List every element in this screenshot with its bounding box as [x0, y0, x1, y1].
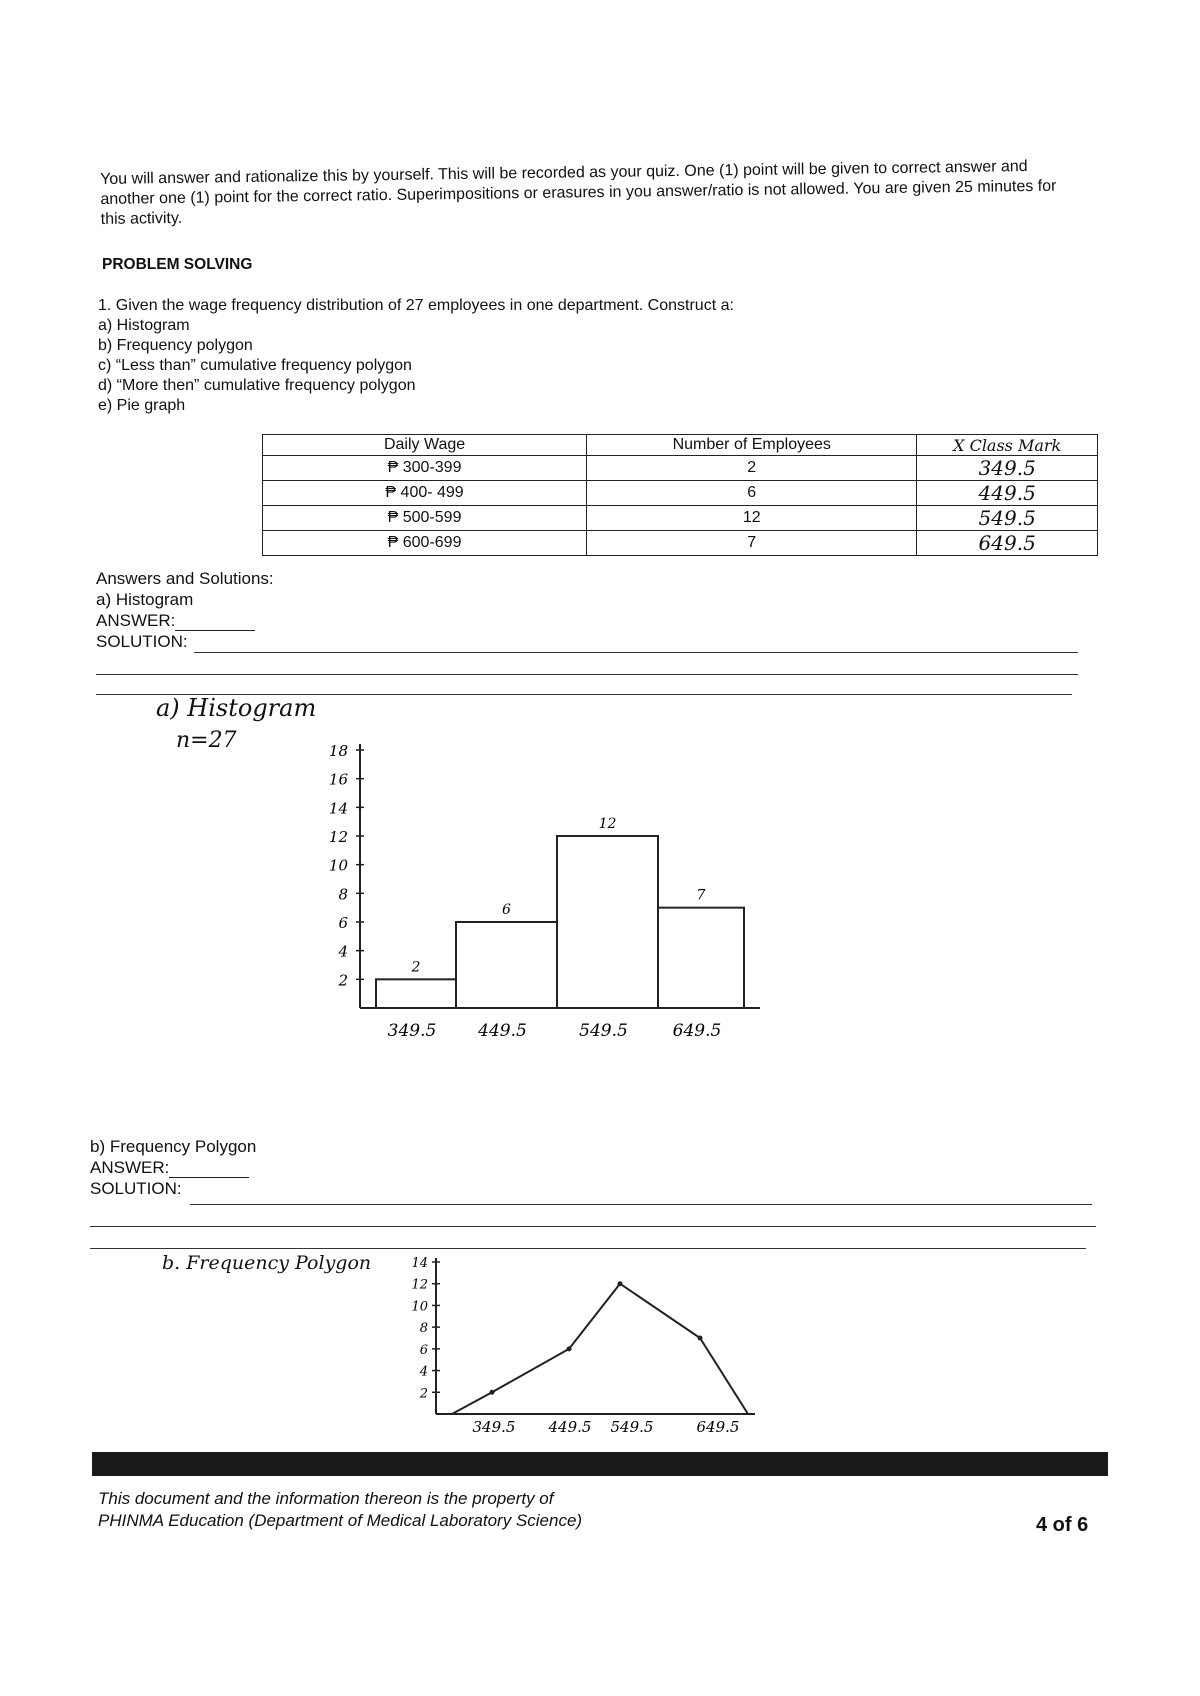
y-tick-label: 14: [411, 1256, 428, 1271]
x-tick-label: 349.5: [472, 1418, 516, 1436]
y-tick-label: 16: [328, 770, 348, 789]
footer-line-2: PHINMA Education (Department of Medical Laboratory Science): [98, 1511, 583, 1530]
x-tick-label: 549.5: [579, 1021, 628, 1041]
cell-count: 2: [587, 456, 917, 481]
question-item-a: a) Histogram: [98, 317, 190, 334]
bar-value-label: 12: [598, 816, 617, 832]
cell-wage: ₱ 500-599: [263, 506, 587, 531]
cell-wage: ₱ 400- 499: [263, 481, 587, 506]
answers-heading: Answers and Solutions:: [96, 569, 274, 588]
cell-wage: ₱ 600-699: [263, 531, 587, 556]
y-tick-label: 6: [419, 1342, 428, 1358]
y-tick-label: 2: [419, 1386, 428, 1402]
hand-histogram-title: a) Histogram: [156, 694, 317, 722]
solution-label: SOLUTION:: [90, 1179, 182, 1198]
y-tick-label: 12: [411, 1277, 428, 1293]
bar-value-label: 6: [502, 902, 511, 918]
y-tick-label: 4: [338, 942, 348, 961]
polygon-point: [698, 1336, 703, 1341]
solution-label: SOLUTION:: [96, 632, 188, 651]
x-tick-label: 349.5: [387, 1021, 437, 1041]
cell-count: 12: [587, 506, 917, 531]
y-tick-label: 18: [328, 742, 348, 760]
y-tick-label: 12: [328, 828, 348, 846]
x-tick-label: 449.5: [478, 1021, 527, 1041]
question-item-d: d) “More then” cumulative frequency polygon: [98, 377, 416, 394]
cell-class-mark: 549.5: [917, 506, 1098, 531]
x-tick-label: 649.5: [696, 1418, 740, 1436]
page-number: 4 of 6: [1036, 1514, 1089, 1536]
y-tick-label: 8: [338, 885, 348, 904]
question-item-b: b) Frequency polygon: [98, 337, 253, 354]
y-tick-label: 2: [338, 971, 348, 990]
question-item-e: e) Pie graph: [98, 397, 186, 414]
frequency-polygon-line: [452, 1284, 748, 1414]
cell-class-mark: 349.5: [917, 456, 1098, 481]
section-heading: PROBLEM SOLVING: [102, 256, 253, 273]
footer-bar: [92, 1452, 1108, 1476]
question-item-c: c) “Less than” cumulative frequency polygon: [98, 357, 412, 374]
x-tick-label: 549.5: [610, 1418, 654, 1436]
part-b-title: b) Frequency Polygon: [90, 1137, 257, 1156]
y-tick-label: 10: [411, 1299, 428, 1315]
cell-count: 6: [587, 481, 917, 506]
cell-class-mark: 449.5: [917, 481, 1098, 506]
answer-label: ANSWER:: [90, 1158, 170, 1177]
y-tick-label: 14: [328, 799, 348, 818]
polygon-point: [567, 1346, 572, 1351]
x-tick-label: 449.5: [548, 1418, 592, 1436]
footer-line-1: This document and the information thereon is the property of: [98, 1489, 554, 1508]
answer-label: ANSWER:: [96, 611, 176, 630]
polygon-point: [618, 1281, 623, 1286]
x-tick-label: 649.5: [672, 1021, 722, 1041]
y-tick-label: 8: [419, 1321, 428, 1337]
question-prompt: 1. Given the wage frequency distribution of 27 employees in one department. Construct a:: [98, 297, 734, 314]
footer-text: [98, 1488, 582, 1532]
polygon-point: [490, 1390, 495, 1395]
bar-value-label: 2: [411, 959, 421, 976]
header-daily-wage: Daily Wage: [263, 435, 587, 456]
bar-value-label: 7: [696, 887, 706, 904]
y-tick-label: 4: [419, 1364, 428, 1380]
cell-wage: ₱ 300-399: [263, 456, 587, 481]
part-a-title: a) Histogram: [96, 590, 194, 609]
y-tick-label: 6: [338, 914, 348, 932]
header-class-mark: X Class Mark: [917, 435, 1098, 456]
header-number-of-employees: Number of Employees: [587, 435, 917, 456]
instructions-text: You will answer and rationalize this by yourself. This will be recorded as your quiz. One (1) point will be given to correct answer and another one (1) point for the correct ratio. Superimpositions or erasures in you answer/ratio is not allowed. You are given 25 minutes for this activity.: [100, 158, 1057, 228]
cell-count: 7: [587, 531, 917, 556]
hand-polygon-title: b. Frequency Polygon: [162, 1252, 372, 1274]
cell-class-mark: 649.5: [917, 531, 1098, 556]
hand-n-label: n=27: [176, 728, 237, 753]
y-tick-label: 10: [328, 856, 348, 875]
